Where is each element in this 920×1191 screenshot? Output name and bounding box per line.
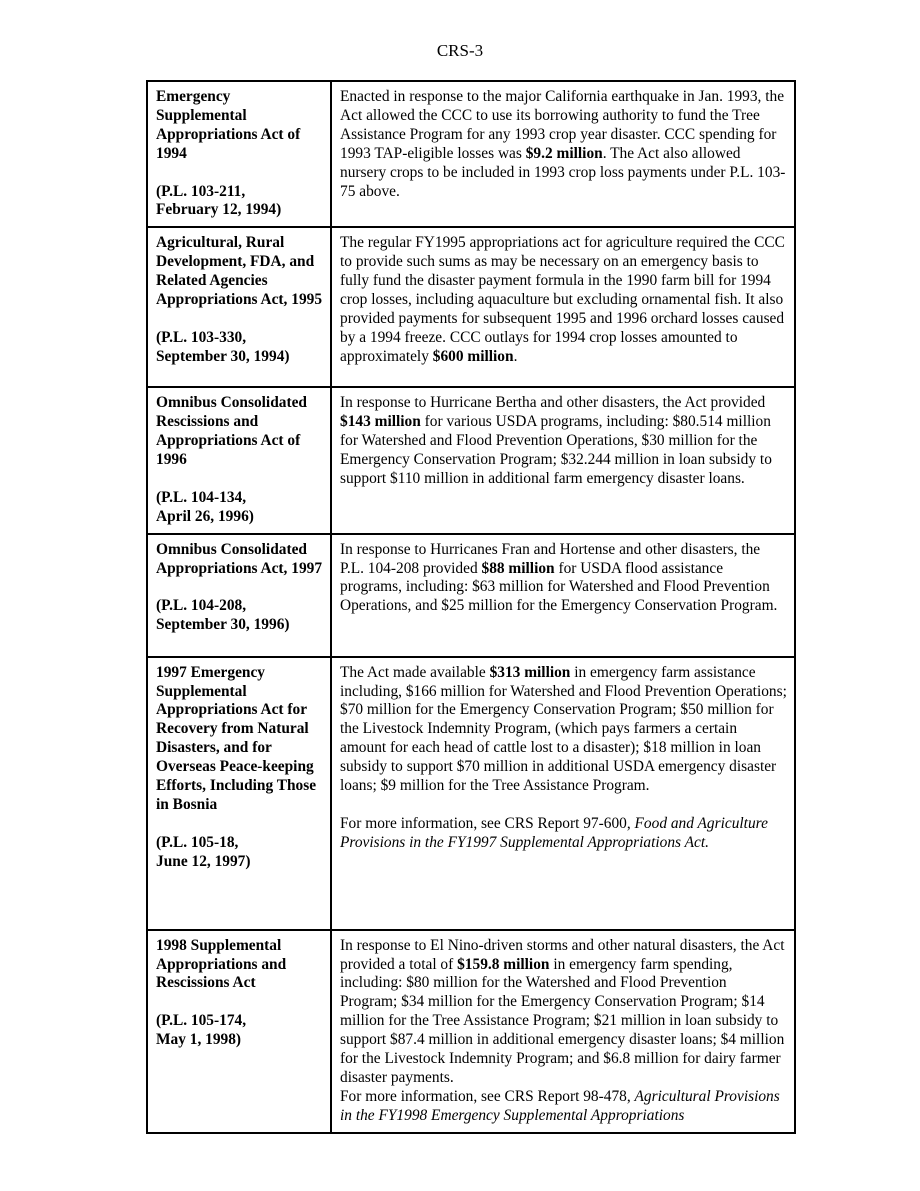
description-cell <box>331 930 795 1133</box>
description-cell <box>331 227 795 387</box>
description-text <box>340 541 787 617</box>
act-cell <box>147 387 331 533</box>
act-title: Agricultural, Rural Development, FDA, and Related Agencies Appropriations Act, 1995 <box>156 234 323 309</box>
more-info-lead: For more information, see CRS Report 97-600, <box>340 814 635 832</box>
page-number: CRS-3 <box>436 41 484 60</box>
public-law <box>156 1012 323 1050</box>
public-law-number: (P.L. 103-330, <box>156 328 247 346</box>
description-tail: for USDA flood assistance programs, including: $63 million for Watershed and Flood Prevention Operations, and $25 million for the Emergency Conservation Program. <box>340 559 778 615</box>
description-tail: . <box>513 347 518 365</box>
description-text <box>340 234 787 366</box>
description-text <box>340 88 787 201</box>
table-row <box>147 657 795 930</box>
table-row <box>147 930 795 1133</box>
act-title: Emergency Supplemental Appropriations Act of 1994 <box>156 88 301 162</box>
description-tail: in emergency farm assistance including, $166 million for Watershed and Flood Prevention Operations; $70 million for the Emergency Conservation Program; $50 million for the Livestock Indemnity Program, (which pays farmers a certain amount for each head of cattle lost to a disaster); $18 million in loan subsidy to support $70 million in additional USDA emergency disaster loans; $9 million for the Tree Assistance Program. <box>340 663 787 795</box>
funding-amount: $9.2 million <box>525 144 603 162</box>
act-title: Omnibus Consolidated Appropriations Act, 1997 <box>156 540 323 577</box>
more-info-note <box>340 1088 787 1126</box>
funding-amount: $159.8 million <box>457 955 550 973</box>
table-row <box>147 81 795 227</box>
public-law-number: (P.L. 103-211, <box>156 182 246 200</box>
description-cell <box>331 387 795 533</box>
table-row <box>147 387 795 533</box>
funding-amount: $88 million <box>481 559 555 577</box>
act-title: 1998 Supplemental Appropriations and Rescissions Act <box>156 936 287 992</box>
description-lead: The regular FY1995 appropriations act for agriculture required the CCC to provide such sums as may be necessary on an emergency basis to fully fund the disaster payment formula in the 1990 farm bill for 1994 crop losses, including aquaculture but excluding ornamental fish. It also provided payments for subsequent 1995 and 1996 orchard losses caused by a 1994 freeze. CCC outlays for 1994 crop losses amounted to approximately <box>340 234 785 365</box>
act-cell <box>147 657 331 930</box>
description-lead: The Act made available <box>340 663 490 681</box>
page-header <box>0 40 920 62</box>
funding-amount: $600 million <box>432 347 514 365</box>
funding-amount: $143 million <box>340 413 421 431</box>
enactment-date: September 30, 1996) <box>156 616 290 634</box>
act-cell <box>147 81 331 227</box>
enactment-date: September 30, 1994) <box>156 347 290 365</box>
public-law <box>156 597 323 635</box>
description-tail: for various USDA programs, including: $80.514 million for Watershed and Flood Prevention Operations, $30 million for the Emergency Conservation Program; $32.244 million in loan subsidy to support $110 million in additional farm emergency disaster loans. <box>340 413 772 487</box>
act-title: Omnibus Consolidated Rescissions and Appropriations Act of 1996 <box>156 394 307 469</box>
act-cell <box>147 930 331 1133</box>
description-tail: in emergency farm spending, including: $80 million for the Watershed and Flood Prevention Program; $34 million for the Emergency Conservation Program; $14 million for the Tree Assistance Program; $21 million in loan subsidy to support $87.4 million in additional emergency disaster loans; $4 million for the Livestock Indemnity Program; and $6.8 million for dairy farmer disaster payments. <box>340 955 785 1086</box>
enactment-date: May 1, 1998) <box>156 1031 242 1049</box>
more-info-note <box>340 815 787 853</box>
enactment-date: June 12, 1997) <box>156 852 251 870</box>
table-row <box>147 534 795 657</box>
public-law-number: (P.L. 104-208, <box>156 597 247 615</box>
disaster-acts-table <box>146 80 796 1134</box>
description-text <box>340 664 787 796</box>
enactment-date: February 12, 1994) <box>156 201 282 219</box>
description-text <box>340 394 787 489</box>
table-row <box>147 227 795 387</box>
description-cell <box>331 657 795 930</box>
description-lead: In response to Hurricane Bertha and other disasters, the Act provided <box>340 394 766 412</box>
public-law-number: (P.L. 104-134, <box>156 488 247 506</box>
description-cell <box>331 81 795 227</box>
description-lead: Enacted in response to the major California earthquake in Jan. 1993, the Act allowed the CCC to use its borrowing authority to fund the Tree Assistance Program for any 1993 crop year disaster. CCC spending for 1993 TAP-eligible losses was <box>340 88 785 162</box>
act-cell <box>147 534 331 657</box>
report-title: Agricultural Provisions in the FY1998 Emergency Supplemental Appropriations <box>340 1087 780 1124</box>
act-title: 1997 Emergency Supplemental Appropriations Act for Recovery from Natural Disasters, and for Overseas Peace-keeping Efforts, Including Those in Bosnia <box>156 663 317 813</box>
enactment-date: April 26, 1996) <box>156 507 254 525</box>
funding-amount: $313 million <box>489 663 571 681</box>
public-law <box>156 329 323 367</box>
description-lead: In response to Hurricanes Fran and Hortense and other disasters, the P.L. 104-208 provided <box>340 540 761 577</box>
public-law <box>156 183 323 221</box>
description-cell <box>331 534 795 657</box>
public-law-number: (P.L. 105-174, <box>156 1012 247 1030</box>
public-law <box>156 834 323 872</box>
report-title: Food and Agriculture Provisions in the FY1997 Supplemental Appropriations Act. <box>340 814 768 851</box>
description-lead: In response to El Nino-driven storms and other natural disasters, the Act provided a total of <box>340 936 785 973</box>
public-law <box>156 489 323 527</box>
more-info-lead: For more information, see CRS Report 98-478, <box>340 1087 635 1105</box>
public-law-number: (P.L. 105-18, <box>156 833 239 851</box>
description-text <box>340 937 787 1088</box>
act-cell <box>147 227 331 387</box>
description-tail: . The Act also allowed nursery crops to be included in 1993 crop loss payments under P.L. 103-75 above. <box>340 144 786 200</box>
